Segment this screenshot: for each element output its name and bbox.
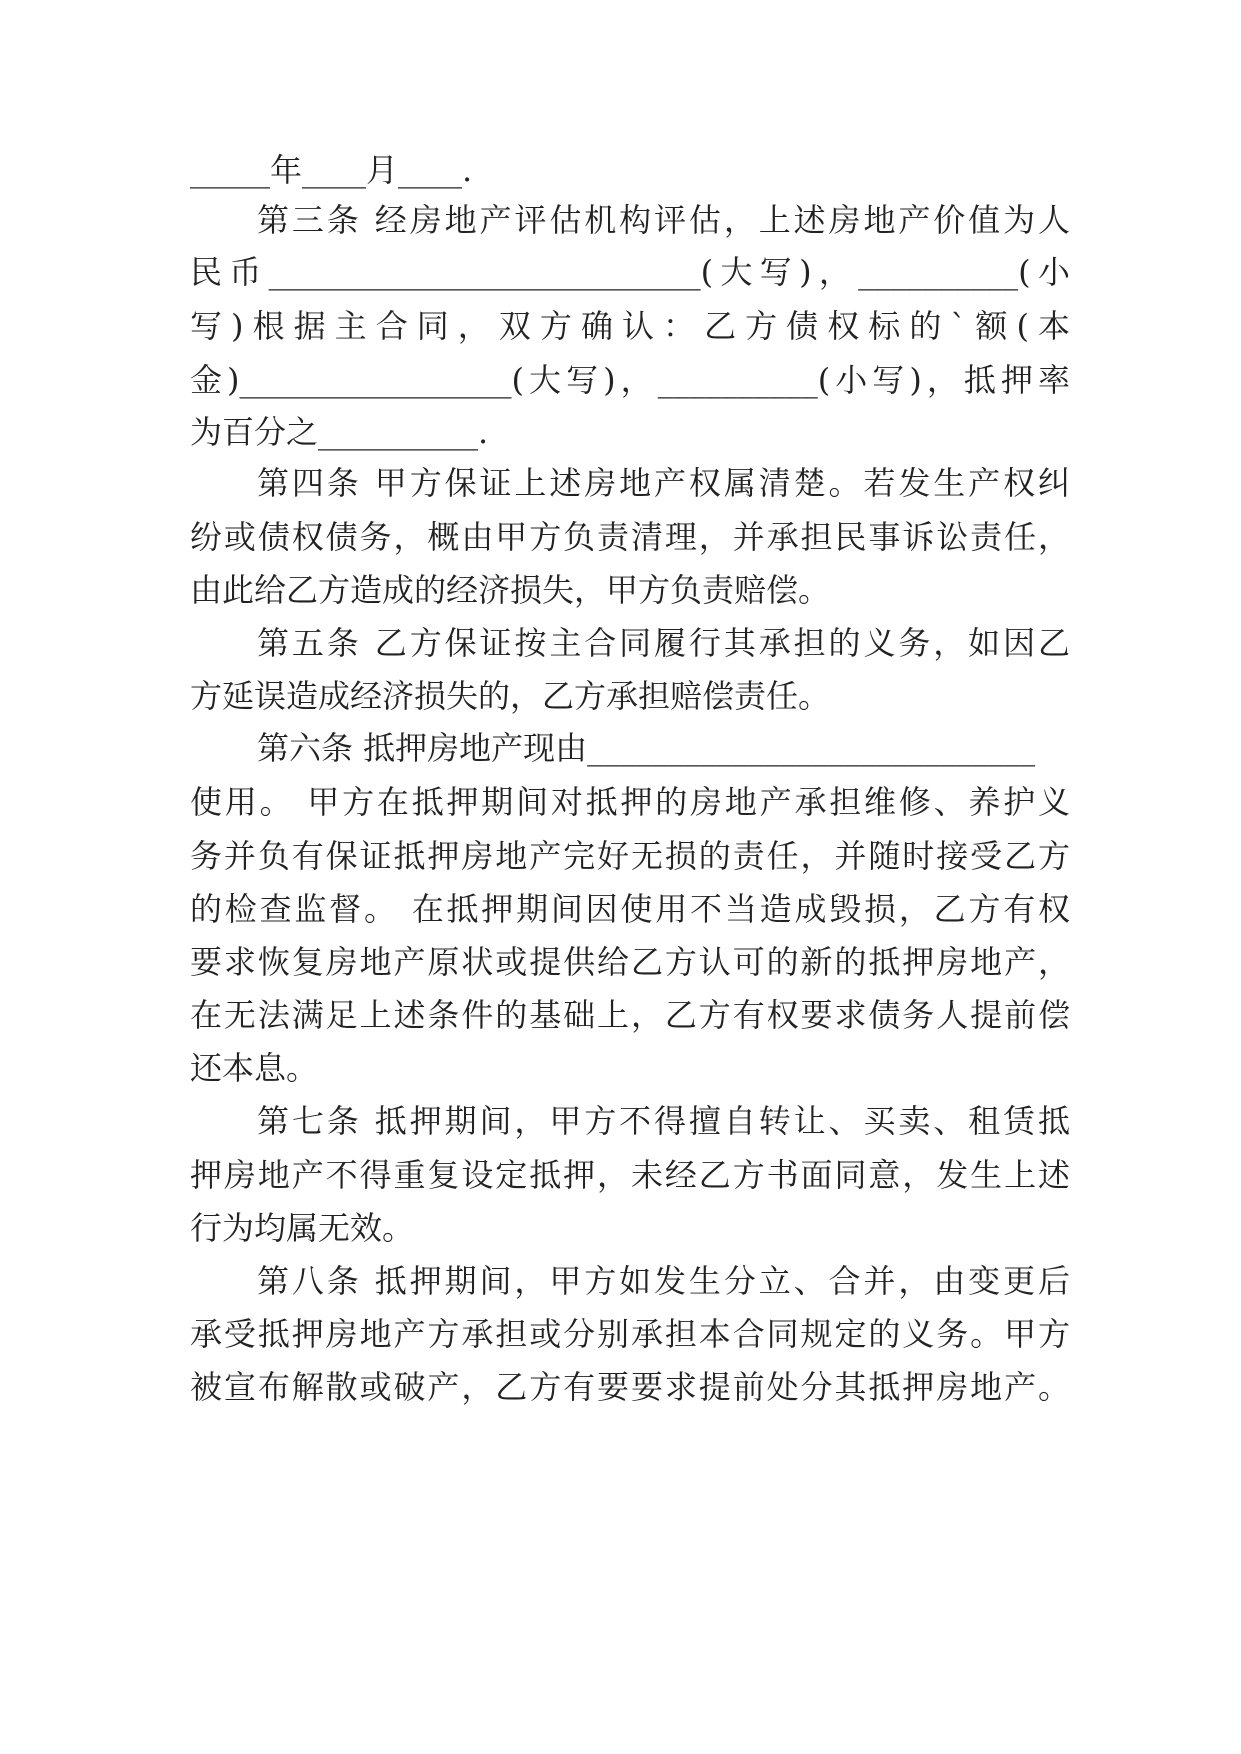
text-line: 在无法满足上述条件的基础上，乙方有权要求债务人提前偿: [190, 996, 1070, 1034]
text-line: 纷或债权债务，概由甲方负责清理，并承担民事诉讼责任，: [190, 518, 1070, 556]
text-line: 押房地产不得重复设定抵押，未经乙方书面同意，发生上述: [190, 1156, 1070, 1194]
article-5-heading-line: 第五条 乙方保证按主合同履行其承担的义务，如因乙: [257, 624, 1070, 662]
text-line: 行为均属无效。: [190, 1209, 415, 1247]
text-line: 方延误造成经济损失的，乙方承担赔偿责任。: [190, 677, 831, 715]
text-line: 金)_________________(大写)，__________(小写)，抵押率: [190, 361, 1070, 399]
text-line: 要求恢复房地产原状或提供给乙方认可的新的抵押房地产，: [190, 943, 1070, 981]
text-line: 使用。 甲方在抵押期间对抵押的房地产承担维修、养护义: [190, 783, 1070, 821]
text-line: 务并负有保证抵押房地产完好无损的责任，并随时接受乙方: [190, 837, 1070, 875]
text-line: 写)根据主合同，双方确认：乙方债权标的`额(本: [190, 307, 1070, 345]
article-4-heading-line: 第四条 甲方保证上述房地产权属清楚。若发生产权纠: [257, 464, 1070, 502]
text-line: 的检查监督。 在抵押期间因使用不当造成毁损，乙方有权: [190, 890, 1070, 928]
text-line: _____年____月____.: [190, 151, 473, 189]
article-6-heading-line: 第六条 抵押房地产现由____________________________: [257, 729, 1036, 767]
text-line: 还本息。: [190, 1049, 319, 1087]
text-line: 由此给乙方造成的经济损失，甲方负责赔偿。: [190, 571, 831, 609]
article-7-heading-line: 第七条 抵押期间，甲方不得擅自转让、买卖、租赁抵: [257, 1102, 1070, 1140]
text-line: 民币___________________________(大写)，__________(小: [190, 253, 1070, 291]
text-line: 承受抵押房地产方承担或分别承担本合同规定的义务。甲方: [190, 1315, 1070, 1353]
article-3-heading-line: 第三条 经房地产评估机构评估，上述房地产价值为人: [257, 201, 1070, 239]
text-line: 为百分之__________.: [190, 413, 489, 451]
text-line: 被宣布解散或破产，乙方有要要求提前处分其抵押房地产。: [190, 1368, 1070, 1406]
article-8-heading-line: 第八条 抵押期间，甲方如发生分立、合并，由变更后: [257, 1262, 1070, 1300]
